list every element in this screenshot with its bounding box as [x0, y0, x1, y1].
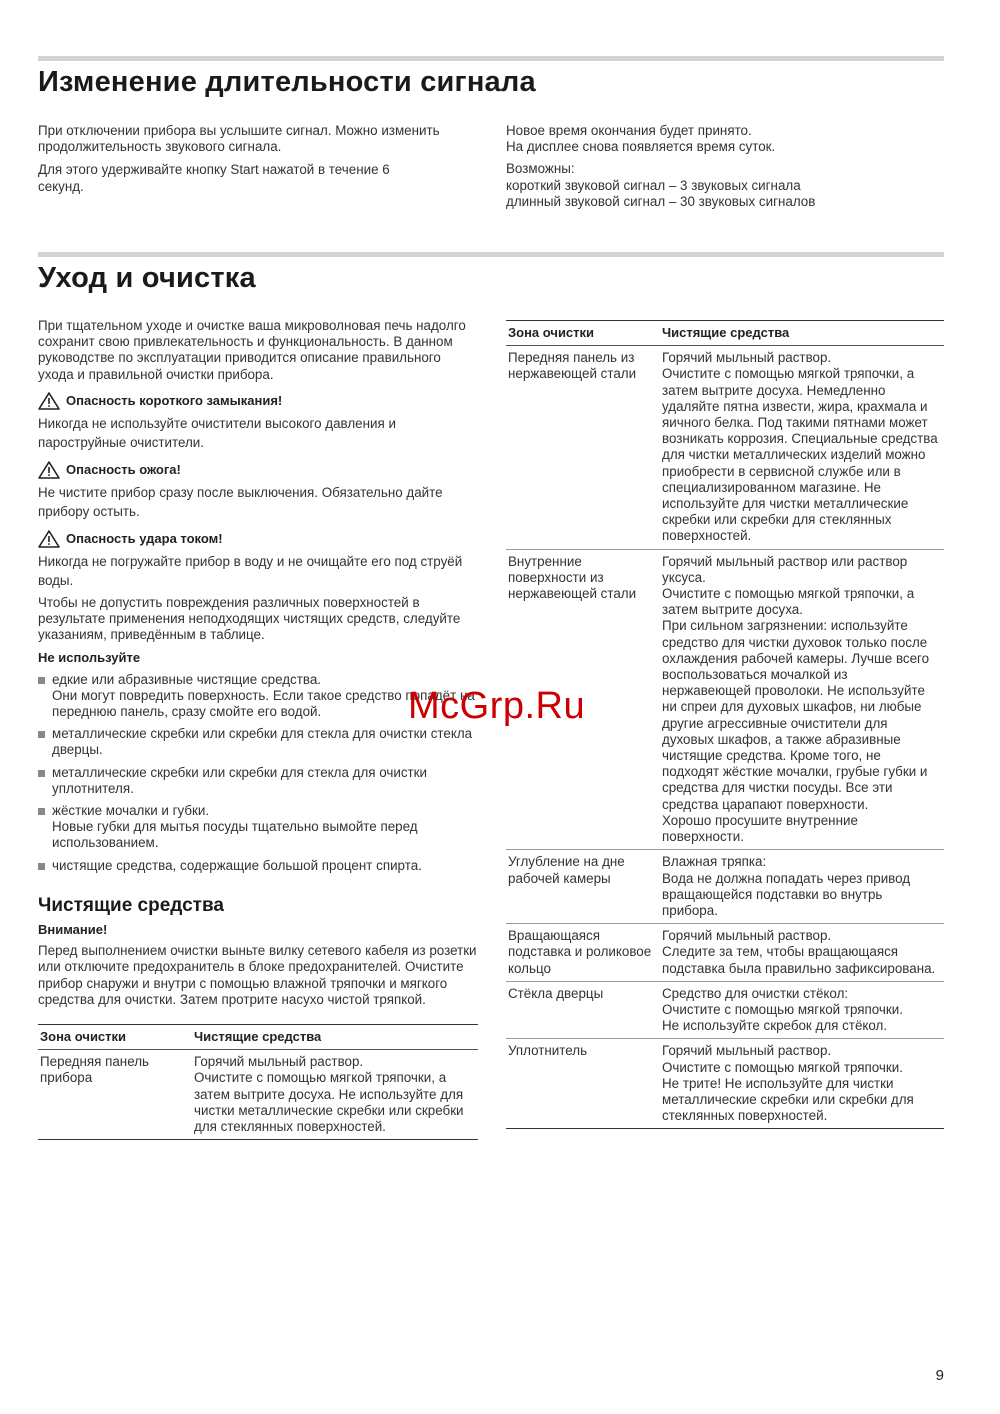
list-item	[38, 726, 478, 758]
table-cell-line: Вода не должна попадать через привод вращающейся подставки во внутрь прибора.	[662, 870, 911, 918]
watermark: McGrp.Ru	[408, 685, 586, 727]
list-item	[38, 765, 478, 797]
table-cell-line: Горячий мыльный раствор.	[194, 1054, 364, 1070]
warning-text: Никогда не погружайте прибор в воду и не очищайте его под струёй воды.	[38, 553, 463, 588]
paragraph-line: На дисплее снова появляется время суток.	[506, 139, 776, 155]
list-item	[38, 858, 478, 874]
table-header-agents: Чистящие средства	[192, 1025, 478, 1050]
table-cell-line: Не используйте скребок для стёкол.	[662, 1018, 888, 1034]
table-cell-agents	[660, 924, 944, 982]
table-row	[506, 346, 944, 549]
table-cell-line: Горячий мыльный раствор.	[662, 928, 832, 944]
paragraph-line: Новое время окончания будет принято.	[506, 123, 752, 138]
warning-title	[38, 461, 478, 479]
table-cell-agents	[660, 549, 944, 850]
table-cell-line: Горячий мыльный раствор.	[662, 350, 832, 366]
table-header-zone: Зона очистки	[38, 1025, 192, 1050]
table-cell-line: Хорошо просушите внутренние поверхности.	[662, 812, 858, 845]
table-row	[506, 981, 944, 1039]
table-cell-zone: Внутренние поверхности из нержавеющей стали	[506, 549, 660, 850]
table-cell-line: Влажная тряпка:	[662, 854, 767, 870]
table-header-zone: Зона очистки	[506, 321, 660, 346]
damage-note: Чтобы не допустить повреждения различных поверхностей в результате применения неподходящих чистящих средств, следуйте указаниям, приведённым в таблице.	[38, 594, 461, 643]
table-row	[38, 1050, 478, 1140]
list-item	[38, 803, 478, 852]
section-title-signal: Изменение длительности сигнала	[38, 66, 536, 98]
list-item-text: жёсткие мочалки и губки.	[52, 803, 210, 819]
table-cell-line: При сильном загрязнении: используйте средство для чистки духовок только после охлаждения рабочей камеры. Лучше всего воспользоваться мочалкой из нержавеющей проволоки. Не используйте ни спреи для духовых шкафов, ни любые другие агрессивные очистители для духовых шкафов, а также абразивные чистящие средства. Кроме того, не подходят жёсткие мочалки, грубые губки и средства для чистки посуды. Все эти средства царапают поверхности.	[662, 618, 930, 812]
care-left-column	[38, 318, 478, 1140]
warning-triangle-icon	[38, 530, 60, 548]
warnings-list	[38, 392, 478, 590]
table-cell-line: Очистите с помощью мягкой тряпочки.	[662, 1059, 903, 1075]
paragraph-line: короткий звуковой сигнал – 3 звуковых сигнала	[506, 177, 801, 193]
table-cell-agents	[660, 346, 944, 549]
table-cell-zone: Передняя панель прибора	[38, 1050, 192, 1140]
warning-text: Никогда не используйте очистители высокого давления и пароструйные очистители.	[38, 415, 396, 450]
warning-title-text: Опасность ожога!	[66, 461, 181, 477]
list-item-text: металлические скребки или скребки для стекла для очистки стекла дверцы.	[52, 726, 473, 758]
table-cell-zone: Уплотнитель	[506, 1039, 660, 1129]
section-title-care: Уход и очистка	[38, 262, 256, 294]
cleaners-title: Чистящие средства	[38, 894, 224, 916]
page-number: 9	[935, 1367, 944, 1384]
bullet-square-icon	[38, 863, 45, 870]
bullet-square-icon	[38, 677, 45, 684]
bullet-square-icon	[38, 808, 45, 815]
list-item-text: едкие или абразивные чистящие средства.	[52, 671, 322, 687]
bullet-square-icon	[38, 770, 45, 777]
paragraph: При отключении прибора вы услышите сигнал. Можно изменить продолжительность звукового сигнала.	[38, 123, 440, 155]
cleaning-table-left	[38, 1024, 478, 1140]
paragraph-line: длинный звуковой сигнал – 30 звуковых сигналов	[506, 193, 816, 209]
warning-title	[38, 530, 478, 548]
table-cell-zone: Передняя панель из нержавеющей стали	[506, 346, 660, 549]
warning-triangle-icon	[38, 392, 60, 410]
warning-title	[38, 392, 478, 410]
signal-left-column	[38, 123, 488, 202]
list-item-text: чистящие средства, содержащие большой процент спирта.	[52, 857, 422, 873]
section-rule-top	[38, 56, 944, 61]
table-cell-line: Очистите с помощью мягкой тряпочки, а затем вытрите досуха. Немедленно удаляйте пятна извести, жира, крахмала и яичного белка. Под такими пятнами может возникать коррозия. Специальные средства для чистки металлических изделий можно приобрести в сервисной службе или в специализированном магазине. Не используйте для чистки металлические скребки или скребки для стеклянных поверхностей.	[662, 366, 938, 544]
attention-title: Внимание!	[38, 922, 108, 938]
table-cell-line: Очистите с помощью мягкой тряпочки, а затем вытрите досуха.	[662, 586, 915, 618]
bullet-square-icon	[38, 731, 45, 738]
warning-title-text: Опасность удара током!	[66, 530, 223, 546]
table-cell-line: Очистите с помощью мягкой тряпочки.	[662, 1001, 903, 1017]
table-cell-agents	[192, 1050, 478, 1140]
table-cell-agents	[660, 850, 944, 924]
table-cell-line: Горячий мыльный раствор или раствор уксуса.	[662, 553, 908, 585]
list-item-detail: Они могут повредить поверхность. Если такое средство попадёт на переднюю панель, сразу смойте его водой.	[52, 687, 475, 720]
intro-paragraph: При тщательном уходе и очистке ваша микроволновая печь надолго сохранит свою привлекательность и функциональность. В данном руководстве по эксплуатации приводится описание правильного ухода и правильной очистки прибора.	[38, 318, 466, 382]
section-rule-care	[38, 252, 944, 257]
warning-title-text: Опасность короткого замыкания!	[66, 392, 283, 408]
table-cell-agents	[660, 981, 944, 1039]
list-item-text: металлические скребки или скребки для стекла для очистки уплотнителя.	[52, 764, 428, 796]
paragraph-line: Возможны:	[506, 161, 575, 177]
paragraph: Для этого удерживайте кнопку Start нажатой в течение 6 секунд.	[38, 162, 390, 194]
table-row	[506, 850, 944, 924]
table-header-agents: Чистящие средства	[660, 321, 944, 346]
table-cell-zone: Вращающаяся подставка и роликовое кольцо	[506, 924, 660, 982]
table-row	[506, 924, 944, 982]
table-cell-zone: Углубление на дне рабочей камеры	[506, 850, 660, 924]
table-row	[506, 1039, 944, 1129]
warning-text: Не чистите прибор сразу после выключения. Обязательно дайте прибору остыть.	[38, 484, 443, 519]
table-cell-line: Средство для очистки стёкол:	[662, 985, 849, 1001]
table-cell-agents	[660, 1039, 944, 1129]
do-not-use-title: Не используйте	[38, 650, 141, 666]
table-cell-line: Следите за тем, чтобы вращающаяся подставка была правильно зафиксирована.	[662, 944, 936, 976]
list-item-detail: Новые губки для мытья посуды тщательно вымойте перед использованием.	[52, 819, 418, 851]
attention-text: Перед выполнением очистки выньте вилку сетевого кабеля из розетки или отключите предохранитель в блоке предохранителей. Очистите прибор снаружи и внутри с помощью влажной тряпочки и мягкого средства для очистки. Затем протрите насухо чистой тряпкой.	[38, 943, 477, 1007]
table-cell-line: Очистите с помощью мягкой тряпочки, а затем вытрите досуха. Не используйте для чистки металлические скребки или скребки для стеклянных поверхностей.	[194, 1070, 464, 1135]
warning-triangle-icon	[38, 461, 60, 479]
table-cell-zone: Стёкла дверцы	[506, 981, 660, 1039]
table-cell-line: Горячий мыльный раствор.	[662, 1043, 832, 1059]
table-cell-line: Не трите! Не используйте для чистки металлические скребки или скребки для стеклянных поверхностей.	[662, 1075, 914, 1124]
signal-right-column	[506, 123, 944, 217]
